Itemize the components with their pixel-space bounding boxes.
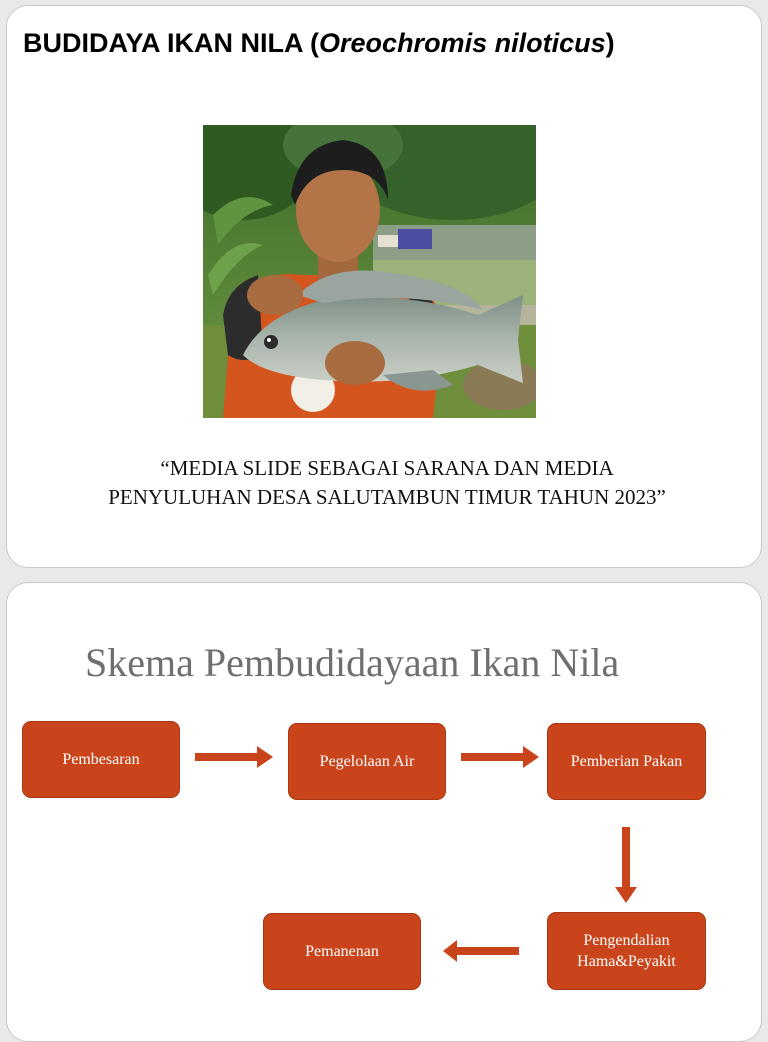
step-pemberian-pakan: Pemberian Pakan [547,723,706,800]
title-main: BUDIDAYA IKAN NILA ( [23,28,320,58]
title-close: ) [605,28,615,58]
arrow-left-icon [443,940,519,962]
slide-title: Skema Pembudidayaan Ikan Nila [85,640,620,685]
step-pembesaran: Pembesaran [22,721,180,798]
step-pengendalian-hama: Pengendalian Hama&Peyakit [547,912,706,990]
caption: “MEDIA SLIDE SEBAGAI SARANA DAN MEDIA PENYULUHAN DESA SALUTAMBUN TIMUR TAHUN 2023” [108,456,666,509]
scheme-slide [6,582,762,1042]
arrow-down-icon [615,827,637,903]
title-slide [6,5,762,568]
arrow-right-icon [195,746,273,768]
arrow-right-icon [461,746,539,768]
slide-title [23,28,615,59]
tilapia-photo [203,125,536,418]
step-pemanenan: Pemanenan [263,913,421,990]
title-latin-name: Oreochromis niloticus [319,28,606,58]
step-pegelolaan-air: Pegelolaan Air [288,723,446,800]
